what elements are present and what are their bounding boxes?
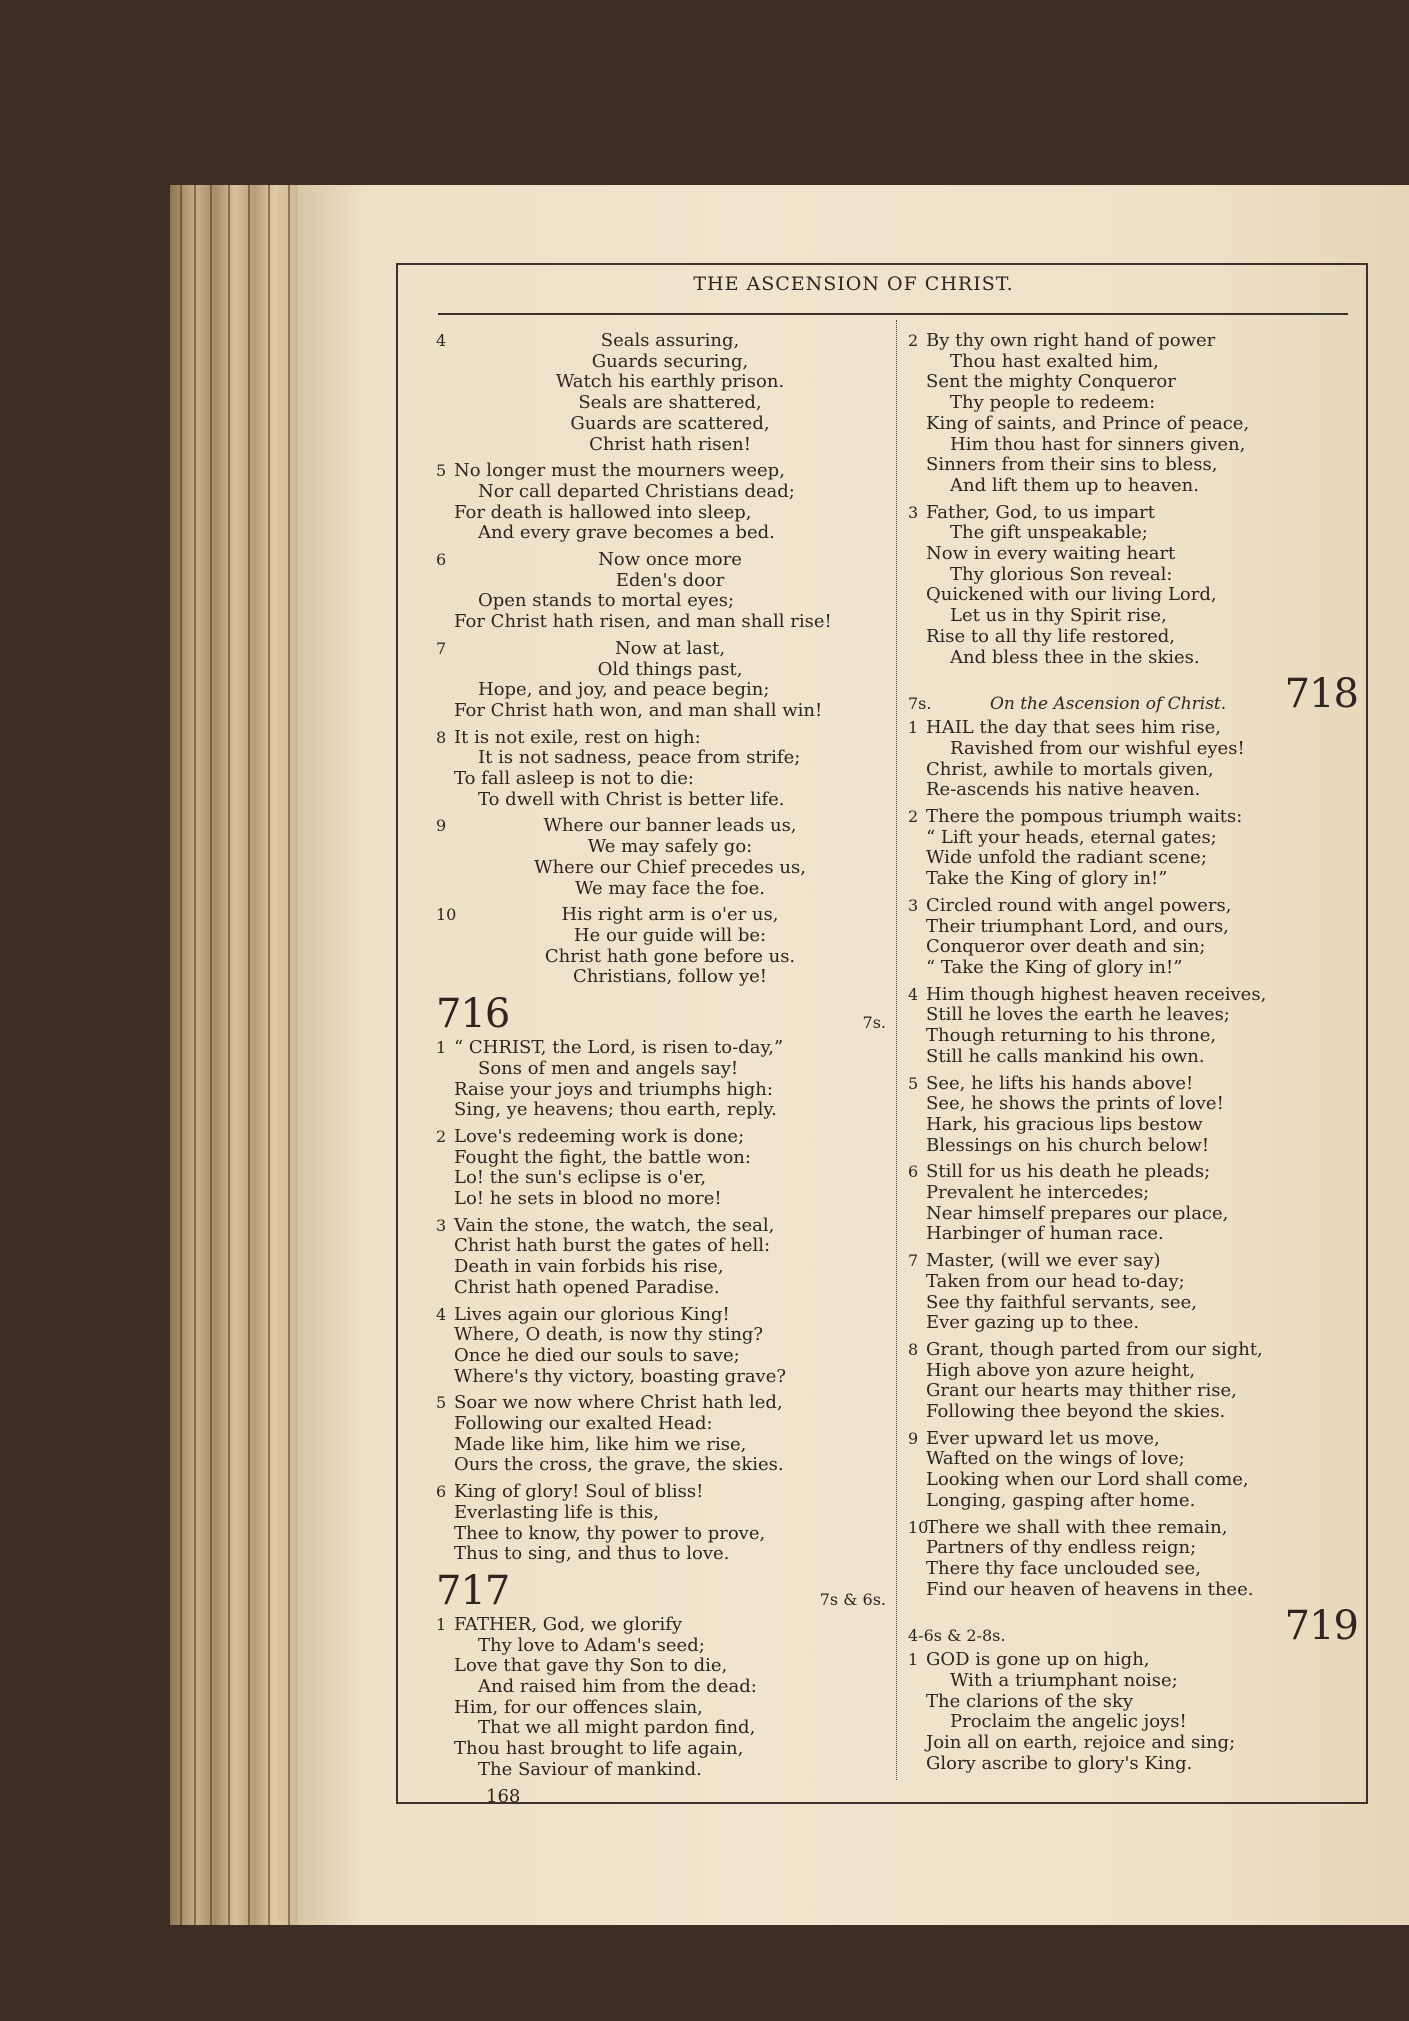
verse-line: That we all might pardon find, xyxy=(478,1717,756,1739)
hymn-heading-718 xyxy=(908,671,1358,718)
verse-line: Take the King of glory in!” xyxy=(926,868,1168,890)
stanza xyxy=(908,1518,1358,1601)
stanza xyxy=(436,1305,886,1388)
verse-line: Hark, his gracious lips bestow xyxy=(926,1113,1203,1135)
verse-line: The clarions of the sky xyxy=(926,1690,1134,1712)
stanza xyxy=(908,503,1358,669)
verse-line: Hope, and joy, and peace begin; xyxy=(478,679,770,701)
stanza-number: 8 xyxy=(436,727,447,747)
verse-line: Old things past, xyxy=(597,658,743,680)
stanza xyxy=(908,331,1358,497)
verse-line: To fall asleep is not to die: xyxy=(454,768,694,790)
stanza-number: 8 xyxy=(908,1339,919,1359)
stanza-number: 1 xyxy=(908,1650,919,1670)
stanza-number: 5 xyxy=(436,461,447,481)
stanza xyxy=(436,816,886,899)
verse-line: His right arm is o'er us, xyxy=(561,904,779,926)
verse-line: Still he calls mankind his own. xyxy=(926,1045,1205,1067)
verse-line: Christ, awhile to mortals given, xyxy=(926,758,1214,780)
hymn-717 xyxy=(436,1615,886,1781)
verse-line: No longer must the mourners weep, xyxy=(454,460,785,482)
stanza xyxy=(908,1162,1358,1245)
verse-line: Sent the mighty Conqueror xyxy=(926,371,1176,393)
verse-line: Eden's door xyxy=(615,569,725,591)
verse-line: Circled round with angel powers, xyxy=(926,894,1232,916)
verse-line: For Christ hath risen, and man shall rise! xyxy=(454,611,832,633)
column-divider xyxy=(896,320,897,1780)
stanza xyxy=(436,1615,886,1781)
verse-line: There thy face unclouded see, xyxy=(926,1557,1201,1579)
verse-line: Sons of men and angels say! xyxy=(478,1057,739,1079)
hymn-title: On the Ascension of Christ. xyxy=(989,693,1227,714)
verse-line: Let us in thy Spirit rise, xyxy=(950,605,1167,627)
verse-line: Longing, gasping after home. xyxy=(926,1489,1196,1511)
verse-line: Though returning to his throne, xyxy=(926,1025,1217,1047)
verse-line: We may face the foe. xyxy=(574,877,766,899)
stanza-number: 4 xyxy=(436,1304,447,1324)
stanza xyxy=(436,1038,886,1121)
verse-line: Guards securing, xyxy=(591,350,749,372)
verse-line: And bless thee in the skies. xyxy=(950,646,1200,668)
hymn-number: 716 xyxy=(436,991,510,1038)
verse-line: He our guide will be: xyxy=(573,924,767,946)
verse-line: Ever upward let us move, xyxy=(926,1427,1160,1449)
book-page xyxy=(298,185,1409,1925)
hymn-number: 719 xyxy=(1284,1603,1358,1650)
verse-line: With a triumphant noise; xyxy=(950,1670,1178,1692)
verse-line: “ CHRIST, the Lord, is risen to-day,” xyxy=(454,1037,784,1059)
verse-line: Made like him, like him we rise, xyxy=(454,1433,747,1455)
verse-line: Him though highest heaven receives, xyxy=(926,983,1267,1005)
verse-line: Him thou hast for sinners given, xyxy=(950,433,1246,455)
stanza-number: 9 xyxy=(436,816,447,836)
verse-line: Thou hast brought to life again, xyxy=(454,1738,744,1760)
stanza-number: 1 xyxy=(436,1614,447,1634)
verse-line: See, he shows the prints of love! xyxy=(926,1093,1224,1115)
verse-line: Lives again our glorious King! xyxy=(454,1303,730,1325)
hymn-meter: 7s. xyxy=(908,693,932,713)
verse-line: Everlasting life is this, xyxy=(454,1501,659,1523)
stanza xyxy=(436,1127,886,1210)
stanza-number: 9 xyxy=(908,1428,919,1448)
verse-line: Lo! he sets in blood no more! xyxy=(454,1188,722,1210)
hymn-716 xyxy=(436,1038,886,1565)
verse-line: Their triumphant Lord, and ours, xyxy=(926,915,1229,937)
stanza-number: 6 xyxy=(436,1482,447,1502)
verse-line: High above yon azure height, xyxy=(926,1359,1196,1381)
verse-line: Thy people to redeem: xyxy=(950,392,1156,414)
verse-line: Proclaim the angelic joys! xyxy=(950,1711,1187,1733)
verse-line: Partners of thy endless reign; xyxy=(926,1537,1197,1559)
verse-line: And raised him from the dead: xyxy=(478,1676,757,1698)
verse-line: Soar we now where Christ hath led, xyxy=(454,1392,783,1414)
verse-line: Seals are shattered, xyxy=(578,392,762,414)
verse-line: Where, O death, is now thy sting? xyxy=(454,1324,764,1346)
verse-line: Father, God, to us impart xyxy=(926,501,1155,523)
verse-line: Christ hath risen! xyxy=(589,433,751,455)
verse-line: Looking when our Lord shall come, xyxy=(926,1469,1249,1491)
verse-line: To dwell with Christ is better life. xyxy=(478,788,785,810)
verse-line: Christ hath opened Paradise. xyxy=(454,1276,720,1298)
verse-line: Grant our hearts may thither rise, xyxy=(926,1380,1237,1402)
stanza xyxy=(908,718,1358,801)
book-page-edges xyxy=(170,185,300,1925)
verse-line: Conqueror over death and sin; xyxy=(926,936,1206,958)
stanza xyxy=(908,896,1358,979)
verse-line: Still he loves the earth he leaves; xyxy=(926,1004,1230,1026)
verse-line: The Saviour of mankind. xyxy=(478,1758,702,1780)
verse-line: Sinners from their sins to bless, xyxy=(926,454,1218,476)
verse-line: Still for us his death he pleads; xyxy=(926,1161,1211,1183)
verse-line: “ Lift your heads, eternal gates; xyxy=(926,826,1217,848)
verse-line: Ours the cross, the grave, the skies. xyxy=(454,1454,784,1476)
stanza-number: 4 xyxy=(908,984,919,1004)
verse-line: Find our heaven of heavens in thee. xyxy=(926,1578,1254,1600)
stanza-number: 2 xyxy=(436,1126,447,1146)
stanza-number: 7 xyxy=(436,638,447,658)
verse-line: Grant, though parted from our sight, xyxy=(926,1338,1263,1360)
stanza xyxy=(436,905,886,988)
stanza xyxy=(436,639,886,722)
stanza xyxy=(436,550,886,633)
hymn-heading-719 xyxy=(908,1603,1358,1650)
verse-line: Thy love to Adam's seed; xyxy=(478,1634,705,1656)
stanza xyxy=(436,728,886,811)
hymn-meter: 7s & 6s. xyxy=(819,1590,886,1610)
verse-line: Thy glorious Son reveal: xyxy=(950,563,1173,585)
stanza-number: 3 xyxy=(436,1215,447,1235)
verse-line: For Christ hath won, and man shall win! xyxy=(454,699,823,721)
verse-line: Now once more xyxy=(598,549,742,571)
stanza xyxy=(908,807,1358,890)
verse-line: FATHER, God, we glorify xyxy=(454,1613,683,1635)
verse-line: And every grave becomes a bed. xyxy=(478,522,775,544)
stanza-number: 1 xyxy=(436,1038,447,1058)
stanza xyxy=(908,1251,1358,1334)
page-number: 168 xyxy=(486,1785,521,1807)
verse-line: It is not exile, rest on high: xyxy=(454,726,701,748)
verse-line: Harbinger of human race. xyxy=(926,1223,1164,1245)
verse-line: Near himself prepares our place, xyxy=(926,1202,1229,1224)
verse-line: Sing, ye heavens; thou earth, reply. xyxy=(454,1099,777,1121)
hymn-heading-717 xyxy=(436,1567,886,1614)
verse-line: Now at last, xyxy=(614,637,726,659)
verse-line: HAIL the day that sees him rise, xyxy=(926,717,1221,739)
stanza-number: 7 xyxy=(908,1251,919,1271)
stanza xyxy=(436,1216,886,1299)
stanza-number: 2 xyxy=(908,807,919,827)
right-column xyxy=(908,331,1358,1781)
verse-line: Rise to all thy life restored, xyxy=(926,625,1176,647)
verse-line: Master, (will we ever say) xyxy=(926,1250,1161,1272)
verse-line: Glory ascribe to glory's King. xyxy=(926,1752,1193,1774)
hymn-number: 717 xyxy=(436,1567,510,1614)
verse-line: Following our exalted Head: xyxy=(454,1413,713,1435)
stanza xyxy=(908,1429,1358,1512)
stanza-number: 4 xyxy=(436,331,447,350)
verse-line: GOD is gone up on high, xyxy=(926,1649,1150,1671)
verse-line: Love that gave thy Son to die, xyxy=(454,1655,728,1677)
stanza-number: 10 xyxy=(908,1517,929,1537)
stanza-number: 5 xyxy=(436,1393,447,1413)
verse-line: Following thee beyond the skies. xyxy=(926,1401,1226,1423)
verse-line: Vain the stone, the watch, the seal, xyxy=(454,1214,775,1236)
verse-line: See thy faithful servants, see, xyxy=(926,1291,1197,1313)
verse-line: King of glory! Soul of bliss! xyxy=(454,1481,704,1503)
verse-line: Where our Chief precedes us, xyxy=(534,856,806,878)
verse-line: For death is hallowed into sleep, xyxy=(454,501,752,523)
hymn-meter: 7s. xyxy=(862,1013,886,1033)
verse-line: Fought the fight, the battle won: xyxy=(454,1146,751,1168)
stanza xyxy=(908,985,1358,1068)
stanza xyxy=(436,1482,886,1565)
verse-line: And lift them up to heaven. xyxy=(950,474,1199,496)
stanza-number: 6 xyxy=(908,1162,919,1182)
stanza xyxy=(436,1393,886,1476)
hymn-meter: 4-6s & 2-8s. xyxy=(908,1625,1006,1645)
verse-line: Wafted on the wings of love; xyxy=(926,1448,1185,1470)
verse-line: Him, for our offences slain, xyxy=(454,1696,703,1718)
hymn-718 xyxy=(908,718,1358,1600)
verse-line: Raise your joys and triumphs high: xyxy=(454,1078,773,1100)
left-column xyxy=(436,331,886,1807)
stanza-number: 5 xyxy=(908,1073,919,1093)
verse-line: Ever gazing up to thee. xyxy=(926,1312,1140,1334)
verse-line: By thy own right hand of power xyxy=(926,330,1216,351)
stanza xyxy=(908,1074,1358,1157)
verse-line: Christians, follow ye! xyxy=(573,966,767,988)
verse-line: Ravished from our wishful eyes! xyxy=(950,737,1245,759)
verse-line: Guards are scattered, xyxy=(570,412,770,434)
hymn-number: 718 xyxy=(1284,671,1358,718)
verse-line: There the pompous triumph waits: xyxy=(926,806,1243,828)
verse-line: Love's redeeming work is done; xyxy=(454,1125,745,1147)
verse-line: There we shall with thee remain, xyxy=(926,1516,1228,1538)
verse-line: See, he lifts his hands above! xyxy=(926,1072,1194,1094)
stanza xyxy=(436,331,886,455)
verse-line: Re-ascends his native heaven. xyxy=(926,779,1201,801)
stanza-number: 1 xyxy=(908,718,919,738)
header-rule xyxy=(438,313,1348,315)
verse-line: Thus to sing, and thus to love. xyxy=(454,1543,730,1565)
hymn-719 xyxy=(908,1650,1358,1774)
verse-line: Christ hath burst the gates of hell: xyxy=(454,1235,771,1257)
verse-line: Join all on earth, rejoice and sing; xyxy=(926,1732,1236,1754)
stanza-number: 6 xyxy=(436,550,447,570)
verse-line: Where's thy victory, boasting grave? xyxy=(454,1365,787,1387)
stanza xyxy=(908,1340,1358,1423)
verse-line: Now in every waiting heart xyxy=(926,543,1176,565)
stanza-number: 2 xyxy=(908,331,919,350)
verse-line: Death in vain forbids his rise, xyxy=(454,1256,724,1278)
stanza xyxy=(436,461,886,544)
verse-line: Seals assuring, xyxy=(600,330,740,351)
page-header: THE ASCENSION OF CHRIST. xyxy=(693,273,1014,295)
verse-line: Wide unfold the radiant scene; xyxy=(926,847,1207,869)
verse-line: Open stands to mortal eyes; xyxy=(478,590,735,612)
verse-line: Christ hath gone before us. xyxy=(544,945,796,967)
hymn-715-continued xyxy=(436,331,886,988)
verse-line: Blessings on his church below! xyxy=(926,1134,1210,1156)
verse-line: It is not sadness, peace from strife; xyxy=(478,747,801,769)
stanza-number: 3 xyxy=(908,895,919,915)
verse-line: Prevalent he intercedes; xyxy=(926,1182,1150,1204)
verse-line: The gift unspeakable; xyxy=(950,522,1148,544)
verse-line: Thee to know, thy power to prove, xyxy=(454,1522,766,1544)
hymn-717-continued xyxy=(908,331,1358,668)
stanza xyxy=(908,1650,1358,1774)
hymn-heading-716 xyxy=(436,991,886,1038)
verse-line: Where our banner leads us, xyxy=(543,815,797,837)
verse-line: Nor call departed Christians dead; xyxy=(478,480,795,502)
verse-line: Thou hast exalted him, xyxy=(950,350,1159,372)
verse-line: We may safely go: xyxy=(587,836,753,858)
verse-line: “ Take the King of glory in!” xyxy=(926,956,1183,978)
verse-line: Lo! the sun's eclipse is o'er, xyxy=(454,1167,707,1189)
stanza-number: 10 xyxy=(436,905,457,925)
verse-line: King of saints, and Prince of peace, xyxy=(926,412,1250,434)
verse-line: Taken from our head to-day; xyxy=(926,1270,1185,1292)
verse-line: Once he died our souls to save; xyxy=(454,1344,740,1366)
verse-line: Watch his earthly prison. xyxy=(555,371,785,393)
stanza-number: 3 xyxy=(908,502,919,522)
verse-line: Quickened with our living Lord, xyxy=(926,584,1217,606)
